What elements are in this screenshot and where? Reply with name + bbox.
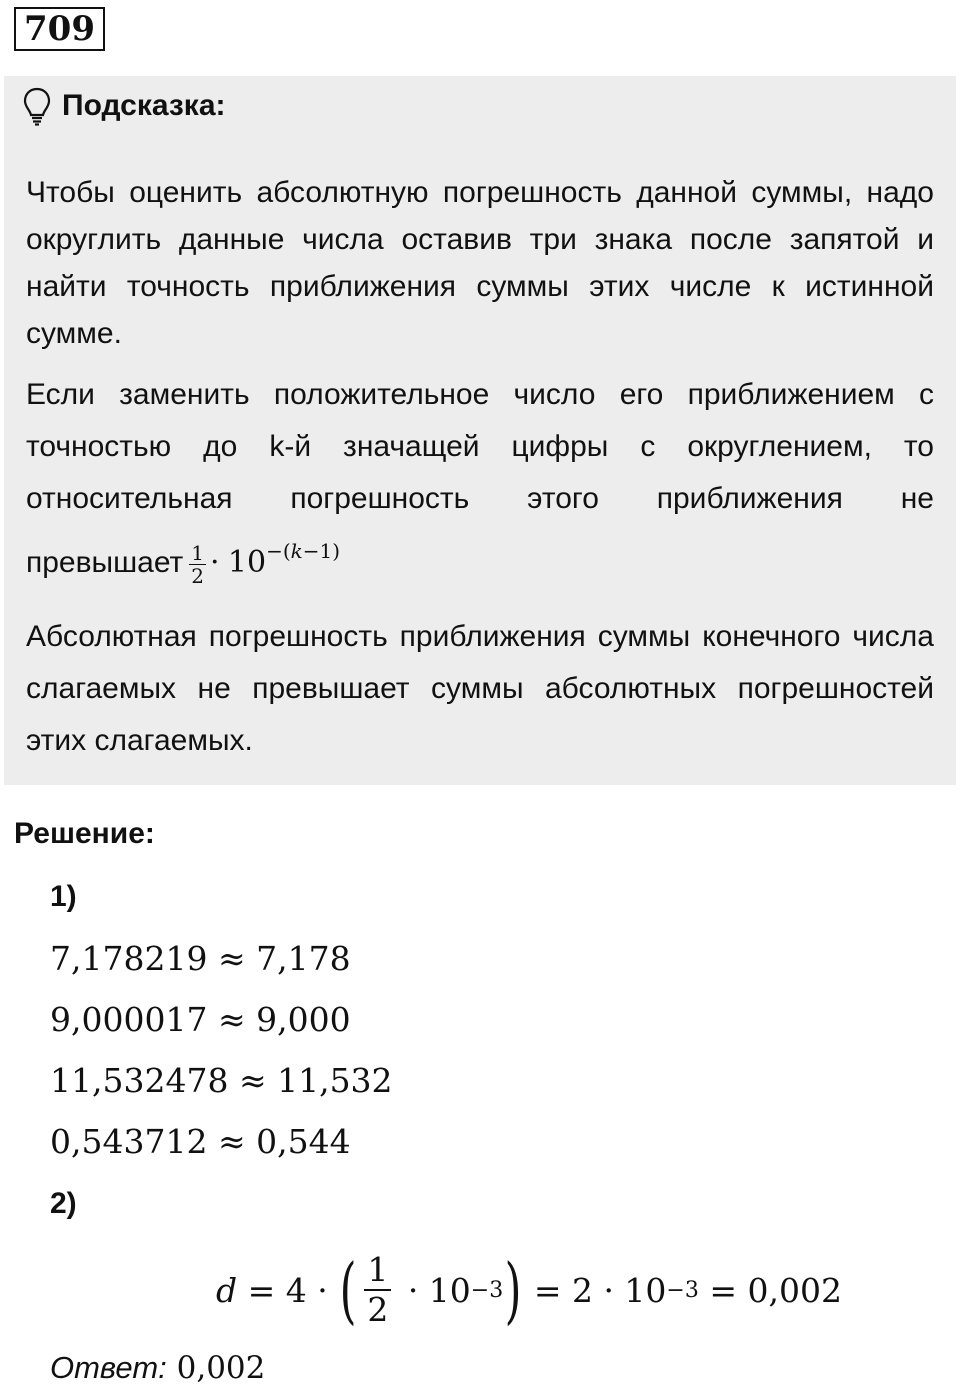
approximation-line: 9,000017 ≈ 9,000: [50, 1000, 351, 1039]
formula-variable: d: [216, 1270, 238, 1310]
power-base: 10: [227, 545, 267, 580]
hint-header: [22, 86, 226, 126]
hint-paragraph-2: [26, 369, 934, 589]
formula-exponent-1: −3: [470, 1277, 504, 1303]
formula-lhs: = 4 ·: [237, 1270, 339, 1310]
formula-mid: · 10: [397, 1270, 471, 1310]
approximation-line: 11,532478 ≈ 11,532: [50, 1061, 393, 1100]
formula-fraction-denominator: 2: [367, 1290, 389, 1329]
problem-number: 709: [14, 7, 105, 51]
fraction-numerator: 1: [191, 540, 205, 565]
answer: [50, 1346, 265, 1390]
step-1-label: 1): [50, 880, 77, 913]
power-exponent: −(𝑘−1): [266, 539, 341, 563]
hint-box: [4, 76, 956, 785]
step-2-label: 2): [50, 1187, 77, 1220]
exceeds-word: превышает: [26, 546, 184, 579]
half-fraction: [189, 542, 206, 587]
approximation-line: 0,543712 ≈ 0,544: [50, 1122, 351, 1161]
multiply-dot: ·: [210, 545, 220, 580]
answer-label: Ответ:: [50, 1350, 167, 1385]
formula-exponent-2: −3: [666, 1277, 699, 1303]
formula-paren-close: ): [504, 1248, 522, 1332]
formula-fraction-numerator: 1: [364, 1251, 391, 1291]
hint-paragraph-2-text: Если заменить положительное число его приближением с точностью до k-й значащей цифры с округлением, то относительная погрешность этого приближения не: [26, 378, 934, 515]
lightbulb-icon: [22, 86, 52, 126]
formula-fraction: [364, 1251, 391, 1329]
error-formula: [216, 1248, 842, 1332]
formula-result: = 0,002: [698, 1270, 842, 1310]
solution-title: Решение:: [14, 817, 155, 850]
hint-title: Подсказка:: [62, 89, 226, 122]
hint-paragraph-2-last-line: [26, 525, 934, 589]
fraction-denominator: 2: [191, 563, 205, 588]
formula-paren-open: (: [339, 1248, 357, 1332]
hint-paragraph-1: Чтобы оценить абсолютную погрешность данной суммы, надо округлить данные числа оставив три знака после запятой и найти точность приближения суммы этих числе к истинной сумме.: [26, 176, 934, 350]
approximation-line: 7,178219 ≈ 7,178: [50, 939, 351, 978]
hint-paragraph-3: Абсолютная погрешность приближения суммы конечного числа слагаемых не превышает суммы абсолютных погрешностей этих слагаемых.: [26, 620, 934, 757]
answer-value: 0,002: [166, 1350, 266, 1386]
formula-rhs: = 2 · 10: [523, 1270, 667, 1310]
